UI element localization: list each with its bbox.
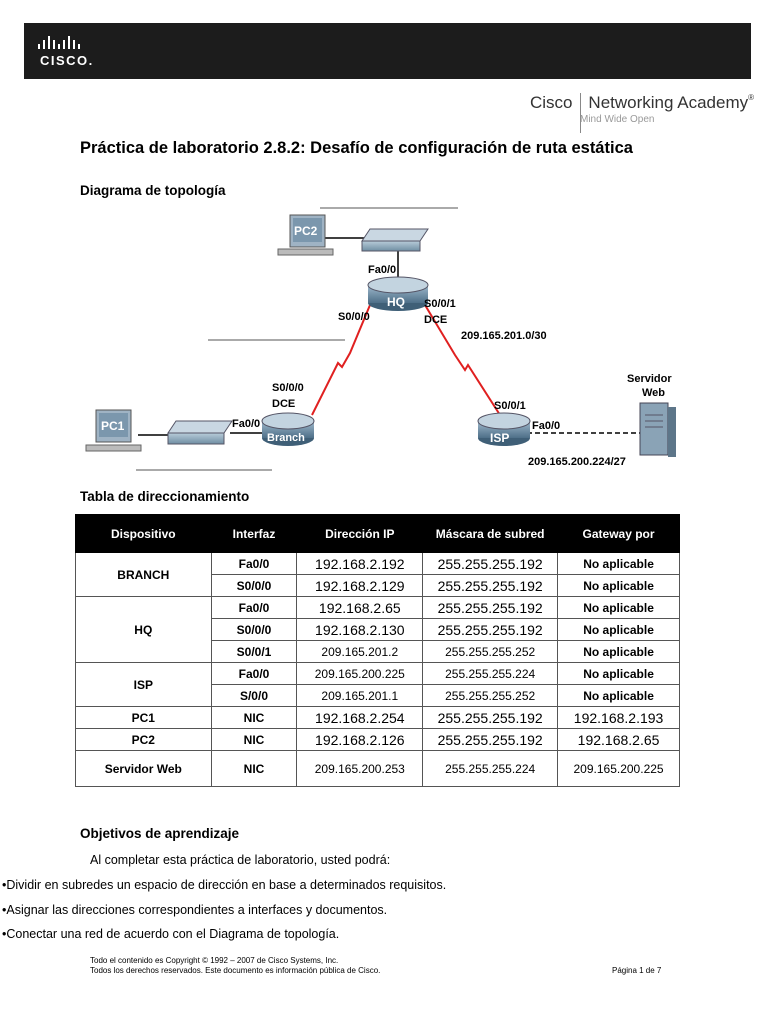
hq-s000-label: S0/0/0 <box>338 311 370 323</box>
objectives-intro: Al completar esta práctica de laboratorio, usted podrá: <box>90 853 391 867</box>
gateway-cell: No aplicable <box>558 597 680 619</box>
isp-fa00-label: Fa0/0 <box>532 420 561 432</box>
gateway-cell: No aplicable <box>558 575 680 597</box>
mask-cell: 255.255.255.192 <box>423 553 558 575</box>
objective-item: •Dividir en subredes un espacio de dirección en base a determinados requisitos. <box>2 878 447 892</box>
section-table-heading: Tabla de direccionamiento <box>80 489 250 504</box>
ip-cell: 192.168.2.192 <box>297 553 423 575</box>
device-cell: ISP <box>76 663 212 707</box>
ip-cell: 209.165.201.1 <box>297 685 423 707</box>
interface-cell: Fa0/0 <box>211 553 297 575</box>
ip-cell: 192.168.2.254 <box>297 707 423 729</box>
section-objectives-heading: Objetivos de aprendizaje <box>80 826 240 841</box>
mask-cell: 255.255.255.252 <box>423 685 558 707</box>
footer-copyright <box>90 956 380 976</box>
footer-line1: Todo el contenido es Copyright © 1992 – 2007 de Cisco Systems, Inc. <box>90 956 339 965</box>
footer-line2: Todos los derechos reservados. Este documento es información pública de Cisco. <box>90 966 381 975</box>
server-label-line2: Web <box>642 387 666 399</box>
interface-cell: Fa0/0 <box>211 597 297 619</box>
objective-item: •Asignar las direcciones correspondientes a interfaces y documentos. <box>2 903 388 917</box>
ip-cell: 209.165.200.253 <box>297 751 423 787</box>
academy-divider <box>580 93 581 133</box>
academy-name-text: Networking Academy <box>588 93 749 112</box>
isp-s001-label: S0/0/1 <box>494 400 526 412</box>
addressing-table <box>75 514 680 787</box>
gateway-cell: No aplicable <box>558 553 680 575</box>
interface-cell: S0/0/0 <box>211 619 297 641</box>
gateway-cell: No aplicable <box>558 685 680 707</box>
table-row <box>76 597 680 619</box>
gateway-cell: 192.168.2.193 <box>558 707 680 729</box>
branch-router-label: Branch <box>267 432 305 444</box>
isp-router-icon <box>478 413 530 446</box>
table-row <box>76 707 680 729</box>
device-cell: BRANCH <box>76 553 212 597</box>
header-bar <box>24 23 751 79</box>
ip-cell: 192.168.2.126 <box>297 729 423 751</box>
interface-cell: NIC <box>211 729 297 751</box>
interface-cell: S0/0/0 <box>211 575 297 597</box>
gateway-cell: 209.165.200.225 <box>558 751 680 787</box>
col-header-gateway: Gateway por <box>558 515 680 553</box>
networking-academy-logo: Cisco Networking Academy® Mind Wide Open <box>530 93 754 133</box>
mask-cell: 255.255.255.192 <box>423 597 558 619</box>
topology-diagram <box>80 205 680 475</box>
table-row <box>76 751 680 787</box>
isp-router-label: ISP <box>490 431 510 445</box>
mask-cell: 255.255.255.192 <box>423 619 558 641</box>
mask-cell: 255.255.255.192 <box>423 729 558 751</box>
pc1-label: PC1 <box>101 419 125 433</box>
gateway-cell: No aplicable <box>558 663 680 685</box>
ip-cell: 192.168.2.65 <box>297 597 423 619</box>
device-cell: HQ <box>76 597 212 663</box>
ip-cell: 209.165.201.2 <box>297 641 423 663</box>
table-row <box>76 553 680 575</box>
document-title: Práctica de laboratorio 2.8.2: Desafío de configuración de ruta estática <box>80 139 633 157</box>
branch-fa00-label: Fa0/0 <box>232 418 261 430</box>
table-row <box>76 663 680 685</box>
gateway-cell: 192.168.2.65 <box>558 729 680 751</box>
interface-cell: Fa0/0 <box>211 663 297 685</box>
table-header-row <box>76 515 680 553</box>
device-cell: Servidor Web <box>76 751 212 787</box>
col-header-mask: Máscara de subred <box>423 515 558 553</box>
hq-router-label: HQ <box>387 295 405 309</box>
isp-lan-network-label: 209.165.200.224/27 <box>528 456 626 468</box>
cisco-wordmark: CISCO. <box>40 53 94 68</box>
interface-cell: S/0/0 <box>211 685 297 707</box>
hq-dce-label: DCE <box>424 314 448 326</box>
mask-cell: 255.255.255.224 <box>423 751 558 787</box>
pc1-icon <box>86 410 141 451</box>
hq-s001-label: S0/0/1 <box>424 298 456 310</box>
branch-dce-label: DCE <box>272 398 296 410</box>
col-header-ip: Dirección IP <box>297 515 423 553</box>
mask-cell: 255.255.255.224 <box>423 663 558 685</box>
academy-tagline: Mind Wide Open <box>580 114 655 125</box>
mask-cell: 255.255.255.252 <box>423 641 558 663</box>
ip-cell: 192.168.2.130 <box>297 619 423 641</box>
col-header-interface: Interfaz <box>211 515 297 553</box>
hq-router-icon <box>368 277 428 311</box>
interface-cell: NIC <box>211 751 297 787</box>
objective-item: •Conectar una red de acuerdo con el Diagrama de topología. <box>2 927 340 941</box>
gateway-cell: No aplicable <box>558 641 680 663</box>
academy-cisco-text: Cisco <box>530 93 573 112</box>
interface-cell: NIC <box>211 707 297 729</box>
device-cell: PC2 <box>76 729 212 751</box>
ip-cell: 192.168.2.129 <box>297 575 423 597</box>
ip-cell: 209.165.200.225 <box>297 663 423 685</box>
gateway-cell: No aplicable <box>558 619 680 641</box>
table-row <box>76 729 680 751</box>
section-topology-heading: Diagrama de topología <box>80 183 226 198</box>
branch-router-icon <box>262 413 314 446</box>
pc2-label: PC2 <box>294 224 318 238</box>
hq-lan-switch-icon <box>362 229 428 251</box>
hq-fa00-label: Fa0/0 <box>368 264 397 276</box>
pc2-icon <box>278 215 333 255</box>
branch-s000-label: S0/0/0 <box>272 382 304 394</box>
cisco-bridge-logo-icon <box>36 36 88 52</box>
branch-lan-switch-icon <box>168 421 232 444</box>
device-cell: PC1 <box>76 707 212 729</box>
interface-cell: S0/0/1 <box>211 641 297 663</box>
mask-cell: 255.255.255.192 <box>423 707 558 729</box>
page-number: Página 1 de 7 <box>612 966 662 975</box>
hq-isp-network-label: 209.165.201.0/30 <box>461 330 547 342</box>
mask-cell: 255.255.255.192 <box>423 575 558 597</box>
server-label-line1: Servidor <box>627 373 672 385</box>
col-header-device: Dispositivo <box>76 515 212 553</box>
web-server-icon <box>640 403 676 457</box>
